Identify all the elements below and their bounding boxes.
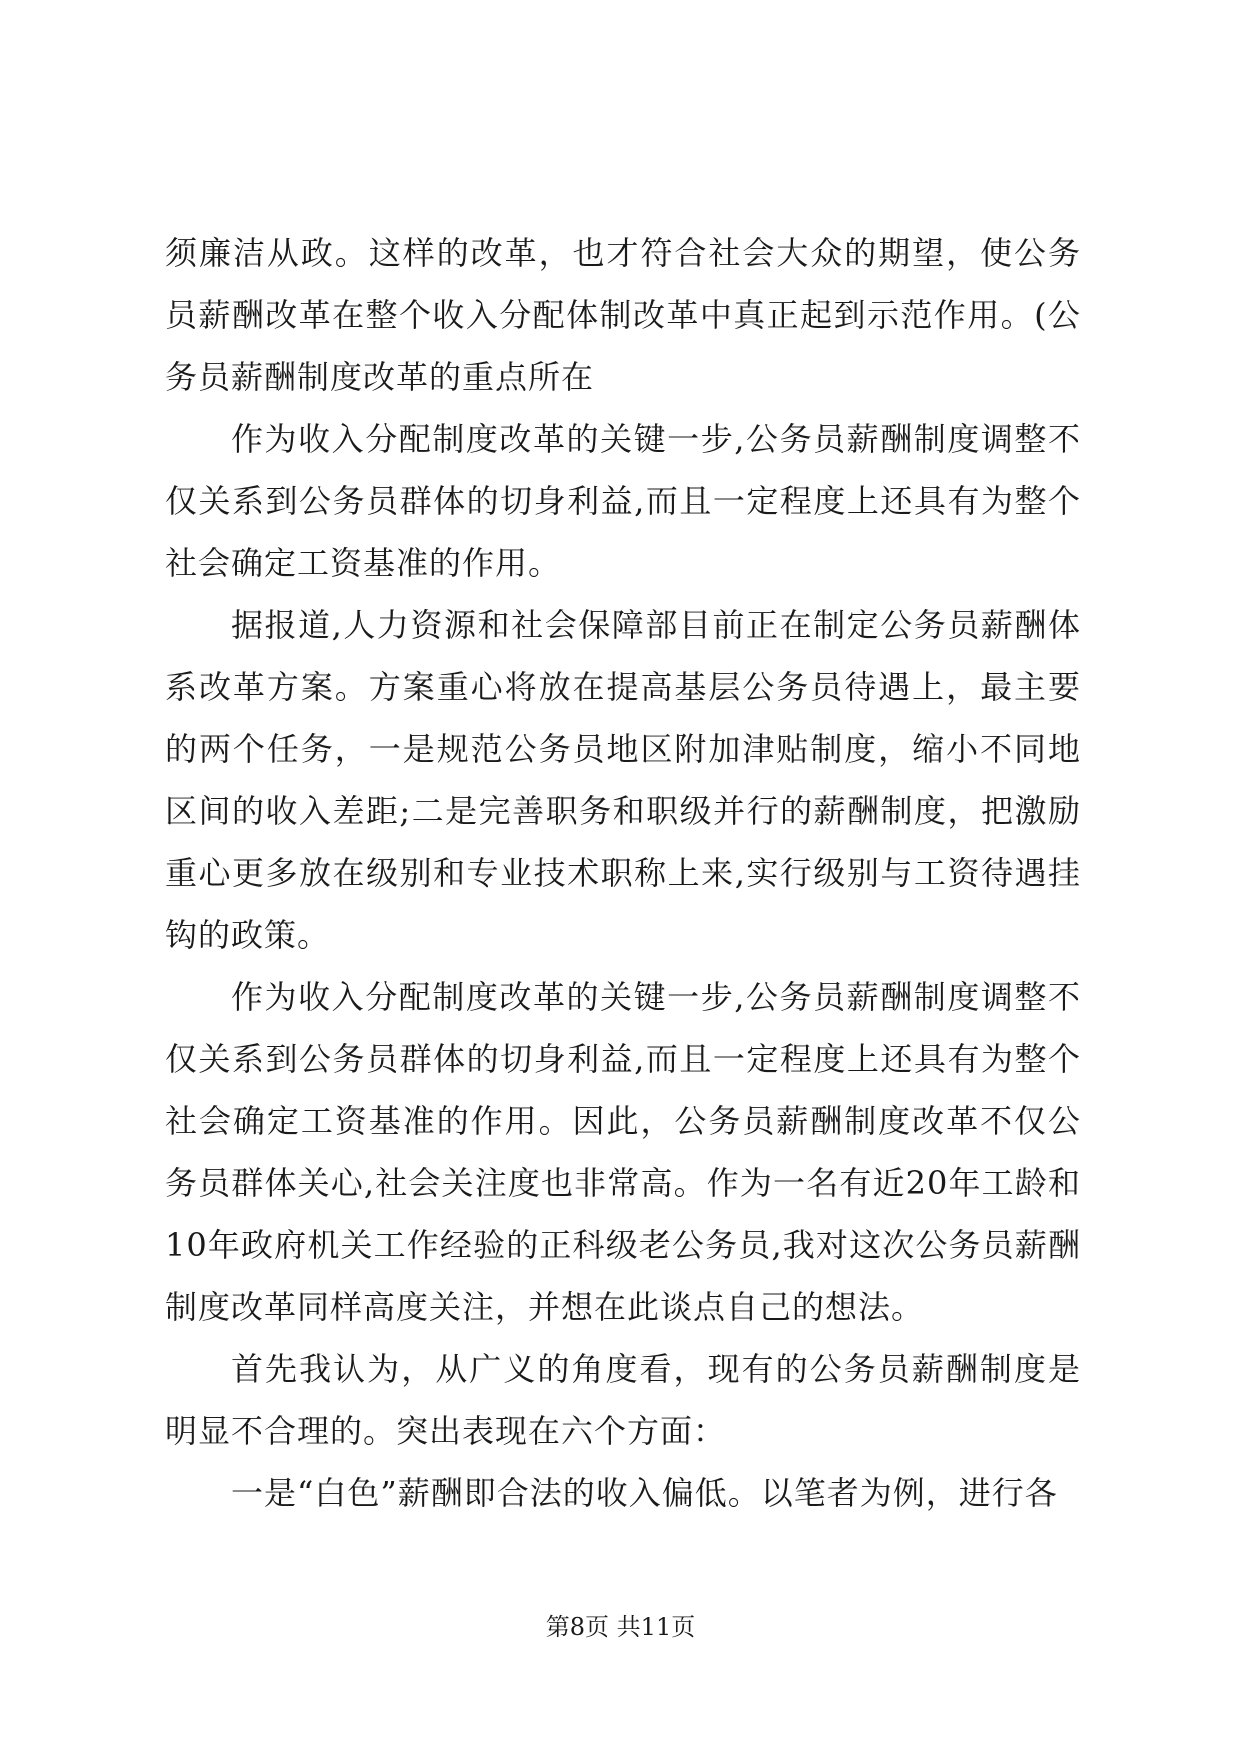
- paragraph: 作为收入分配制度改革的关键一步,公务员薪酬制度调整不仅关系到公务员群体的切身利益,而且一定程度上还具有为整个社会确定工资基准的作用。因此，公务员薪酬制度改革不仅公务员群体关心,社会关注度也非常高。作为一名有近20年工龄和10年政府机关工作经验的正科级老公务员,我对这次公务员薪酬制度改革同样高度关注，并想在此谈点自己的想法。: [165, 978, 1081, 1326]
- document-body: [165, 222, 1081, 1524]
- paragraph: 据报道,人力资源和社会保障部目前正在制定公务员薪酬体系改革方案。方案重心将放在提高基层公务员待遇上，最主要的两个任务，一是规范公务员地区附加津贴制度，缩小不同地区间的收入差距;二是完善职务和职级并行的薪酬制度，把激励重心更多放在级别和专业技术职称上来,实行级别与工资待遇挂钩的政策。: [165, 606, 1081, 954]
- paragraph: 作为收入分配制度改革的关键一步,公务员薪酬制度调整不仅关系到公务员群体的切身利益,而且一定程度上还具有为整个社会确定工资基准的作用。: [165, 420, 1081, 582]
- paragraph: 须廉洁从政。这样的改革，也才符合社会大众的期望，使公务员薪酬改革在整个收入分配体制改革中真正起到示范作用。(公务员薪酬制度改革的重点所在: [165, 234, 1081, 396]
- page-number-label: 第8页 共11页: [545, 1613, 696, 1641]
- page-footer: [0, 1612, 1241, 1642]
- paragraph: 一是“白色”薪酬即合法的收入偏低。以笔者为例，进行各: [231, 1474, 1058, 1512]
- paragraph: 首先我认为，从广义的角度看，现有的公务员薪酬制度是明显不合理的。突出表现在六个方面：: [165, 1350, 1081, 1450]
